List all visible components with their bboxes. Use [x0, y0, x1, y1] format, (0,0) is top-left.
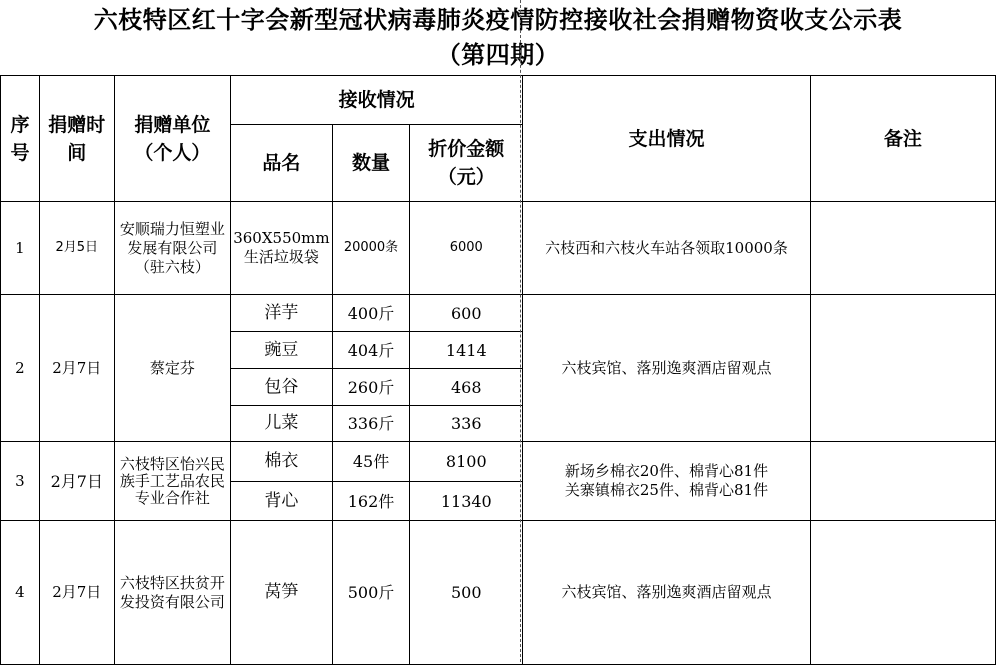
row-date: 2月7日	[39, 442, 114, 521]
item-amount: 600	[410, 295, 523, 332]
header-remark: 备注	[810, 76, 995, 202]
title-line-2: （第四期）	[436, 40, 560, 69]
item-amount: 336	[410, 406, 523, 442]
row-donor: 六枝特区怡兴民族手工艺品农民专业合作社	[114, 442, 231, 521]
item-name: 包谷	[231, 369, 332, 406]
item-amount: 6000	[410, 202, 523, 295]
item-name: 莴笋	[231, 521, 332, 665]
table-row	[1, 202, 996, 295]
item-qty: 45件	[332, 442, 410, 482]
row-date: 2月7日	[39, 521, 114, 665]
item-amount: 11340	[410, 482, 523, 521]
row-expense: 六枝宾馆、落别逸爽酒店留观点	[523, 295, 811, 442]
row-donor: 安顺瑞力恒塑业发展有限公司（驻六枝）	[114, 202, 231, 295]
page-break-line	[520, 0, 521, 662]
table-row	[1, 521, 996, 665]
item-name: 洋芋	[231, 295, 332, 332]
header-donor: 捐赠单位（个人）	[114, 76, 231, 202]
item-amount: 468	[410, 369, 523, 406]
row-seq: 4	[1, 521, 40, 665]
row-expense: 六枝宾馆、落别逸爽酒店留观点	[523, 521, 811, 665]
row-date: 2月5日	[39, 202, 114, 295]
item-name: 豌豆	[231, 332, 332, 369]
header-date: 捐赠时间	[39, 76, 114, 202]
item-name: 背心	[231, 482, 332, 521]
item-name: 儿菜	[231, 406, 332, 442]
header-item: 品名	[231, 125, 332, 202]
row-donor: 蔡定芬	[114, 295, 231, 442]
item-qty: 400斤	[332, 295, 410, 332]
donation-table	[0, 75, 996, 665]
row-seq: 1	[1, 202, 40, 295]
item-qty: 336斤	[332, 406, 410, 442]
title-line-1: 六枝特区红十字会新型冠状病毒肺炎疫情防控接收社会捐赠物资收支公示表	[93, 5, 903, 34]
row-remark	[810, 295, 995, 442]
row-date: 2月7日	[39, 295, 114, 442]
row-expense: 新场乡棉衣20件、棉背心81件 关寨镇棉衣25件、棉背心81件	[523, 442, 811, 521]
item-qty: 162件	[332, 482, 410, 521]
item-qty: 20000条	[332, 202, 410, 295]
item-name: 360X550mm生活垃圾袋	[231, 202, 332, 295]
row-remark	[810, 442, 995, 521]
header-receipt: 接收情况	[231, 76, 523, 125]
row-remark	[810, 202, 995, 295]
header-amount: 折价金额（元）	[410, 125, 523, 202]
item-qty: 260斤	[332, 369, 410, 406]
row-seq: 2	[1, 295, 40, 442]
item-amount: 8100	[410, 442, 523, 482]
item-qty: 500斤	[332, 521, 410, 665]
table-row	[1, 295, 996, 332]
row-remark	[810, 521, 995, 665]
row-seq: 3	[1, 442, 40, 521]
item-name: 棉衣	[231, 442, 332, 482]
item-amount: 1414	[410, 332, 523, 369]
row-expense: 六枝西和六枝火车站各领取10000条	[523, 202, 811, 295]
item-amount: 500	[410, 521, 523, 665]
row-donor: 六枝特区扶贫开发投资有限公司	[114, 521, 231, 665]
item-qty: 404斤	[332, 332, 410, 369]
header-qty: 数量	[332, 125, 410, 202]
header-expense: 支出情况	[523, 76, 811, 202]
header-seq: 序号	[1, 76, 40, 202]
table-row	[1, 442, 996, 482]
